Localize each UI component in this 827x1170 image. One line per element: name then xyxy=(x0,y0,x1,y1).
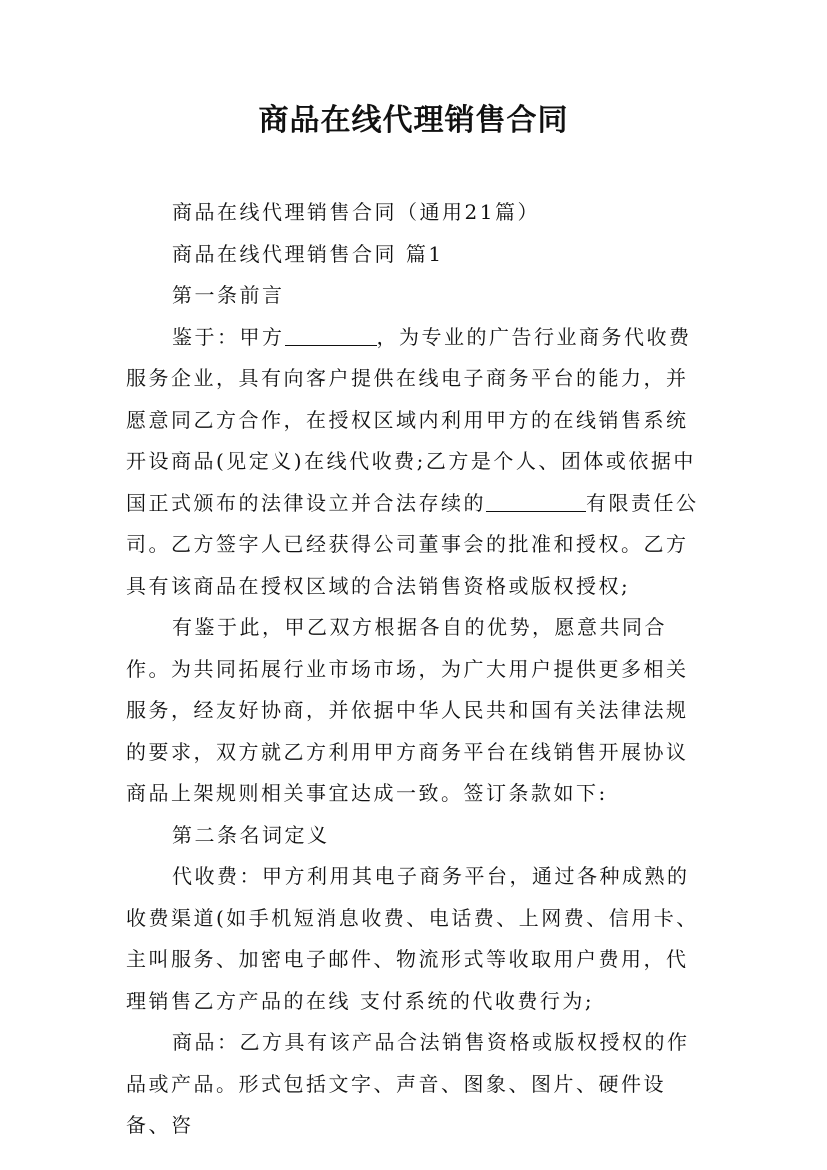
preamble-text-a: 鉴于：甲方 xyxy=(172,324,285,349)
document-title: 商品在线代理销售合同 xyxy=(258,103,569,138)
party-a-blank[interactable] xyxy=(285,323,377,346)
preamble-text-b: ，为专业的广告行业商务代收费服务企业，具有向客户提供在线电子商务平台的能力，并愿意同乙方合作，在授权区域内利用甲方的在线销售系统开设商品(见定义)在线代收费;乙方是个人、团体或依据中国正式颁布的法律设立并合法存续的 xyxy=(126,324,696,515)
definition-collection-paragraph: 代收费：甲方利用其电子商务平台，通过各种成熟的收费渠道(如手机短消息收费、电话费、上网费、信用卡、主叫服务、加密电子邮件、物流形式等收取用户费用，代理销售乙方产品的在线 支付系统的代收费行为; xyxy=(126,864,699,1013)
preamble-text-c: 有限责任公司。乙方签字人已经获得公司董事会的批准和授权。乙方具有该商品在授权区域的合法销售资格或版权授权; xyxy=(126,490,699,598)
part-heading: 商品在线代理销售合同 篇1 xyxy=(172,241,444,266)
article-2-heading: 第二条名词定义 xyxy=(172,822,330,847)
cooperation-paragraph: 有鉴于此，甲乙双方根据各自的优势，愿意共同合作。为共同拓展行业市场市场，为广大用户提供更多相关服务，经友好协商，并依据中华人民共和国有关法律法规的要求，双方就乙方利用甲方商务平台在线销售开展协议商品上架规则相关事宜达成一致。签订条款如下: xyxy=(126,615,689,805)
article-1-heading: 第一条前言 xyxy=(172,283,285,307)
subtitle-line: 商品在线代理销售合同（通用21篇） xyxy=(172,200,540,224)
definition-goods-paragraph: 商品：乙方具有该产品合法销售资格或版权授权的作品或产品。形式包括文字、声音、图象、图片、硬件设备、咨 xyxy=(126,1030,690,1137)
document-body xyxy=(126,192,706,1147)
party-b-blank[interactable] xyxy=(486,489,586,512)
preamble-paragraph xyxy=(126,317,706,608)
